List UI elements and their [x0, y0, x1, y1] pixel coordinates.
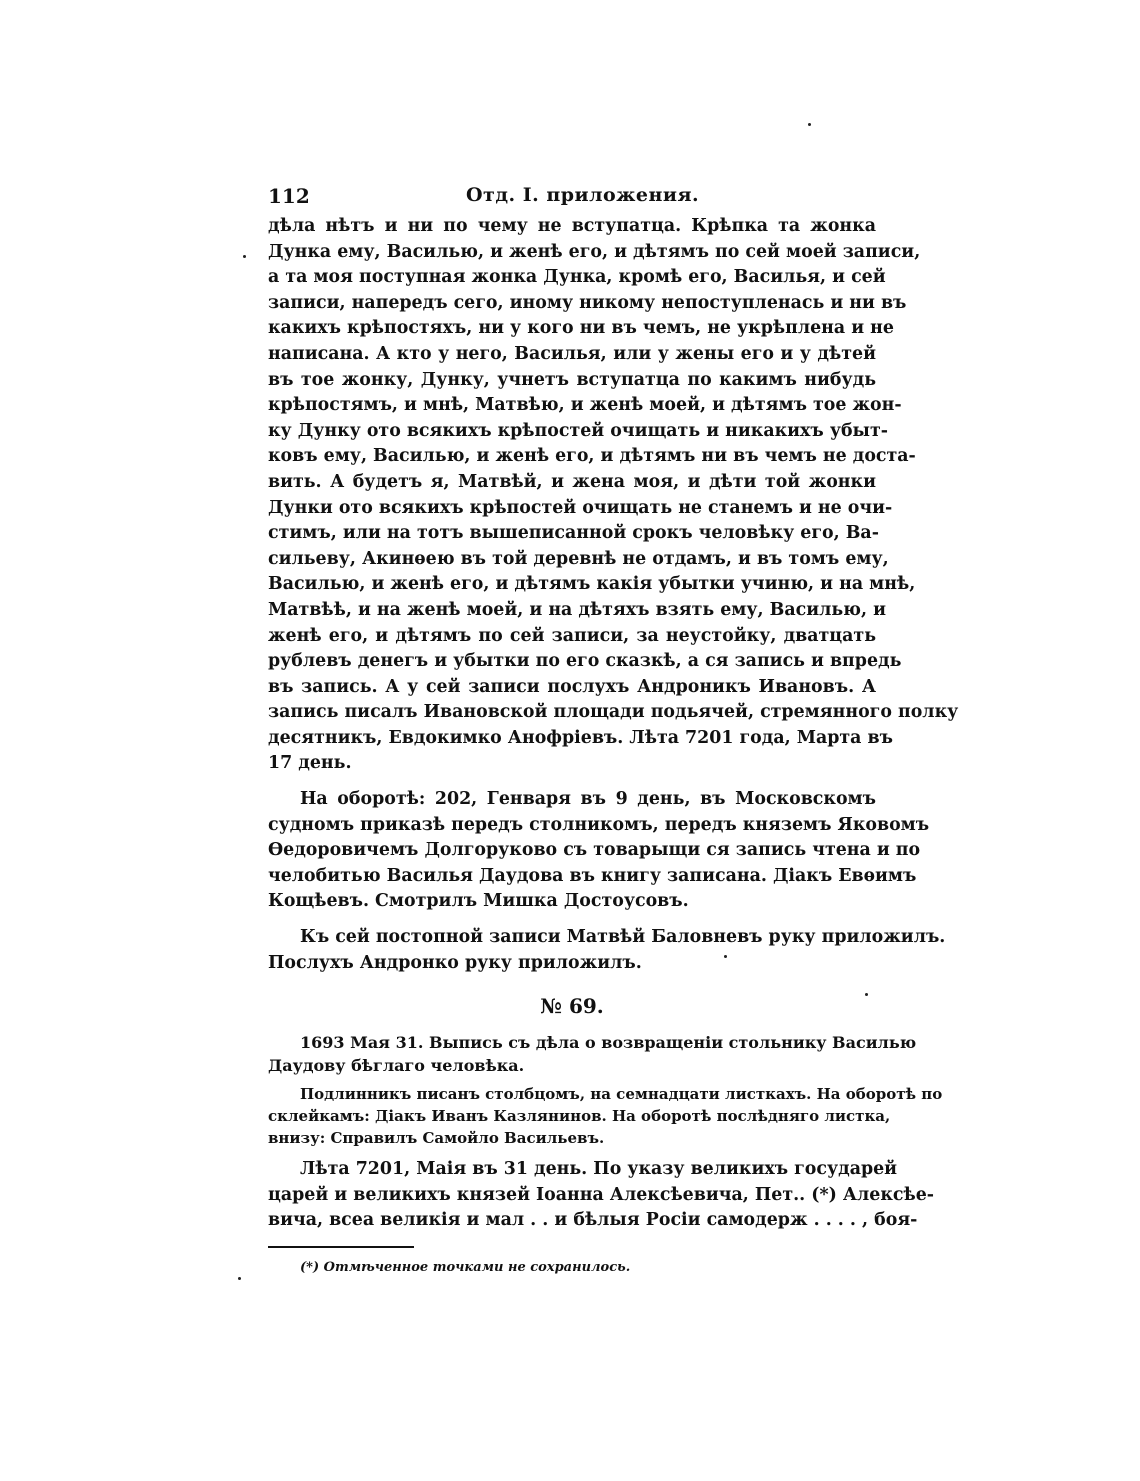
text-line: На оборотѣ: 202, Генваря въ 9 день, въ Московскомъ: [300, 789, 876, 810]
verso-note: [268, 787, 930, 915]
text-line: написана. А кто у него, Василья, или у жены его и у дѣтей: [268, 343, 876, 364]
signatures: [268, 925, 946, 976]
text-line: вить. А будетъ я, Матвѣй, и жена моя, и дѣти той жонки: [268, 471, 876, 492]
text-line: крѣпостямъ, и мнѣ, Матвѣю, и женѣ моей, и дѣтямъ тое жон-: [268, 395, 902, 416]
text-line: Василью, и женѣ его, и дѣтямъ какія убытки учиню, и на мнѣ,: [268, 574, 916, 595]
text-line: женѣ его, и дѣтямъ по сей записи, за неустойку, дватцать: [268, 625, 876, 646]
note-line: Подлинникъ писанъ столбцомъ, на семнадцати листкахъ. На оборотѣ по: [300, 1085, 943, 1104]
heading-line: 1693 Мая 31. Выпись съ дѣла о возвращеніи стольнику Василью: [300, 1033, 917, 1053]
text-line: Кощѣевъ. Смотрилъ Мишка Достоусовъ.: [268, 891, 689, 912]
text-line: царей и великихъ князей Іоанна Алексѣевича, Пет.. (*) Алексѣе-: [268, 1184, 935, 1205]
text-line: Послухъ Андронко руку приложилъ.: [268, 952, 642, 973]
text-line: въ тое жонку, Дунку, учнетъ вступатца по какимъ нибудь: [268, 369, 876, 390]
text-line: запись писалъ Ивановской площади подьячей, стремянного полку: [268, 702, 959, 723]
original-note: [268, 1083, 943, 1149]
text-line: Къ сей постопной записи Матвѣй Баловневъ руку приложилъ.: [300, 927, 946, 948]
text-line: въ запись. А у сей записи послухъ Андроникъ Ивановъ. А: [268, 676, 876, 697]
text-line: рублевъ денегъ и убытки по его сказкѣ, а ся запись и впредь: [268, 651, 902, 672]
text-line: десятникъ, Евдокимко Анофріевъ. Лѣта 7201 года, Марта въ: [268, 727, 893, 748]
text-line: сильеву, Акинѳею въ той деревнѣ не отдамъ, и въ томъ ему,: [268, 548, 889, 569]
text-line: Дунки ото всякихъ крѣпостей очищать не станемъ и не очи-: [268, 497, 893, 518]
print-speck: [238, 1277, 241, 1280]
document-text: [268, 1157, 935, 1234]
page-number: 112: [268, 184, 310, 208]
main-text: [268, 214, 959, 777]
print-speck: [808, 123, 811, 126]
book-page: [268, 180, 959, 1275]
footnote: (*) Отмѣченное точками не сохранилось.: [300, 1260, 631, 1275]
text-line: Лѣта 7201, Маія въ 31 день. По указу великихъ государей: [300, 1159, 898, 1180]
text-line: какихъ крѣпостяхъ, ни у кого ни въ чемъ, не укрѣплена и не: [268, 318, 894, 339]
text-line: Матвѣѣ, и на женѣ моей, и на дѣтяхъ взять ему, Василью, и: [268, 599, 887, 620]
text-line: Дунка ему, Василью, и женѣ его, и дѣтямъ по сей моей записи,: [268, 241, 921, 262]
text-line: а та моя поступная жонка Дунка, кромѣ его, Василья, и сей: [268, 267, 886, 288]
text-line: 17 день.: [268, 753, 352, 774]
note-line: склейкамъ: Діакъ Иванъ Казлянинов. На оборотѣ послѣдняго листка,: [268, 1107, 891, 1126]
text-line: Ѳедоровичемъ Долгоруково съ товарыщи ся запись чтена и по: [268, 840, 921, 861]
print-speck: [865, 993, 868, 996]
text-line: ковъ ему, Василью, и женѣ его, и дѣтямъ ни въ чемъ не доста-: [268, 446, 916, 467]
print-speck: [724, 955, 727, 958]
footnote-rule: [268, 1246, 414, 1248]
heading-line: Даудову бѣглаго человѣка.: [268, 1055, 525, 1075]
text-line: судномъ приказѣ передъ столникомъ, передъ княземъ Яковомъ: [268, 814, 930, 835]
text-line: дѣла нѣтъ и ни по чему не вступатца. Крѣпка та жонка: [268, 216, 876, 236]
note-line: внизу: Справилъ Самойло Васильевъ.: [268, 1129, 605, 1148]
text-line: ку Дунку ото всякихъ крѣпостей очищать и никакихъ убыт-: [268, 420, 888, 441]
running-title: Отд. I. приложения.: [466, 184, 700, 206]
text-line: стимъ, или на тотъ вышеписанной срокъ человѣку его, Ва-: [268, 523, 879, 544]
text-line: вича, всеа великія и мал . . и бѣлыя Росіи самодерж . . . . , боя-: [268, 1210, 918, 1231]
document-heading: [268, 1032, 917, 1077]
text-line: записи, напередъ сего, иному никому непоступленась и ни въ: [268, 292, 907, 313]
print-speck: [243, 255, 246, 258]
text-line: челобитью Василья Даудова въ книгу записана. Діакъ Евѳимъ: [268, 865, 917, 886]
running-header: [268, 180, 876, 214]
document-number: № 69.: [540, 994, 604, 1019]
